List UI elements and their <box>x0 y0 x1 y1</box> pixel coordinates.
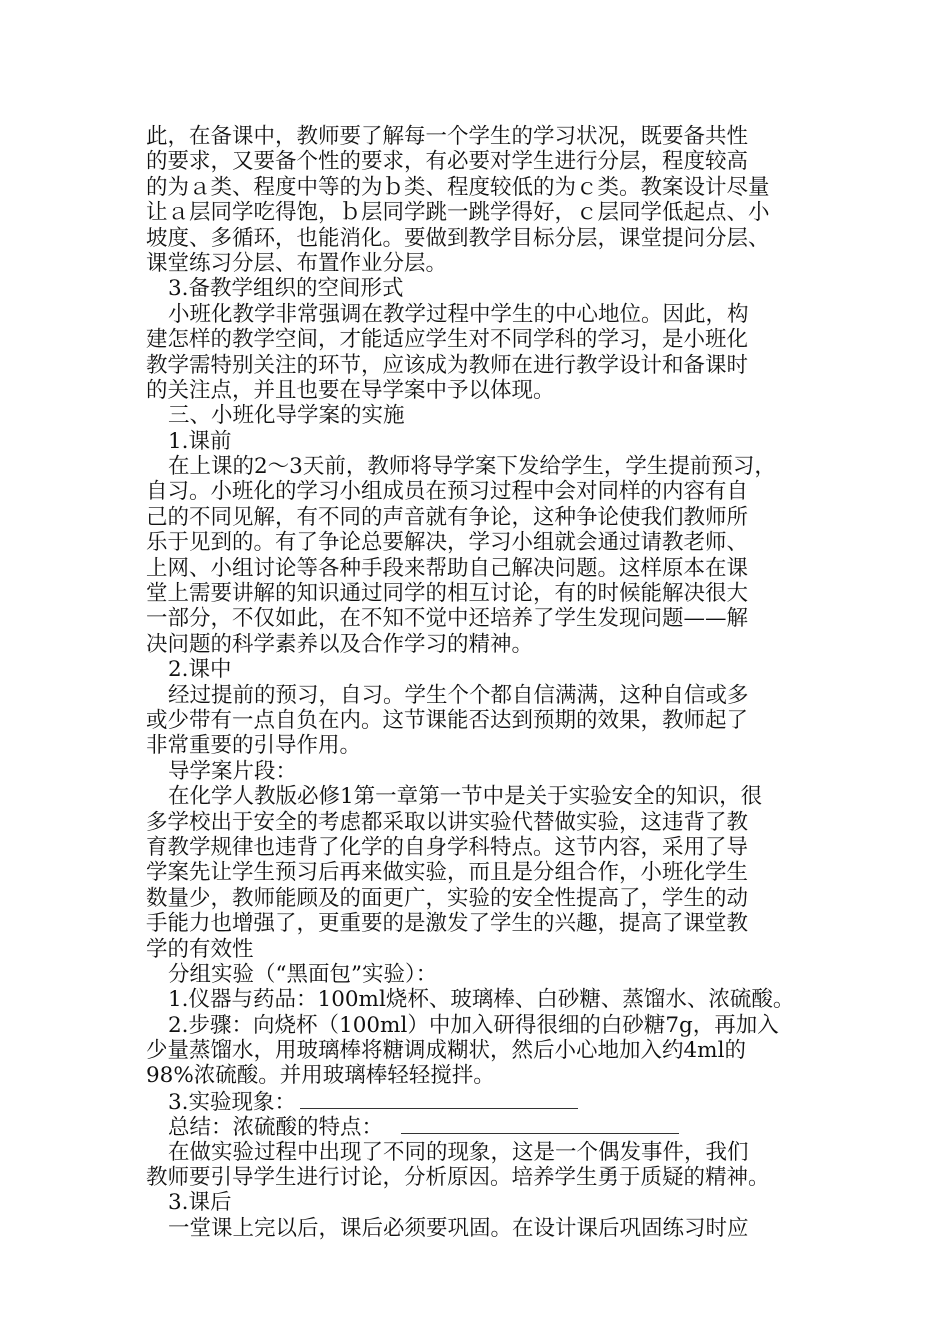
text-line: 在化学人教版必修1第一章第一节中是关于实验安全的知识，很 <box>168 784 763 810</box>
fill-in-blank <box>300 1089 578 1109</box>
text-line: 教师要引导学生进行讨论，分析原因。培养学生勇于质疑的精神。 <box>146 1165 770 1191</box>
text-line: 的要求，又要备个性的要求，有必要对学生进行分层，程度较高 <box>146 149 749 175</box>
text-line: 一堂课上完以后，课后必须要巩固。在设计课后巩固练习时应 <box>168 1215 749 1241</box>
text-line: 自习。小班化的学习小组成员在预习过程中会对同样的内容有自 <box>146 479 749 505</box>
document-body <box>146 124 806 1241</box>
text-line: 2.步骤：向烧杯（100ml）中加入研得很细的白砂糖7g，再加入 <box>168 1012 779 1038</box>
text-line: 98%浓硫酸。并用玻璃棒轻轻搅拌。 <box>146 1063 495 1089</box>
text-line: 的为ａ类、程度中等的为ｂ类、程度较低的为ｃ类。教案设计尽量 <box>146 174 770 200</box>
text-line <box>146 1089 806 1114</box>
text-line: 学案先让学生预习后再来做实验，而且是分组合作，小班化学生 <box>146 860 749 886</box>
text-line: 经过提前的预习，自习。学生个个都自信满满，这种自信或多 <box>168 682 749 708</box>
section-heading: 3.备教学组织的空间形式 <box>168 276 404 302</box>
section-heading: 3.课后 <box>168 1190 232 1216</box>
text-line: 少量蒸馏水，用玻璃棒将糖调成糊状，然后小心地加入约4ml的 <box>146 1038 746 1064</box>
text-line: 小班化教学非常强调在教学过程中学生的中心地位。因此，构 <box>168 301 749 327</box>
text-line: 一部分，不仅如此，在不知不觉中还培养了学生发现问题——解 <box>146 606 749 632</box>
section-heading: 三、小班化导学案的实施 <box>168 403 405 429</box>
text-line: 手能力也增强了，更重要的是激发了学生的兴趣，提高了课堂教 <box>146 911 749 937</box>
text-line: 教学需特别关注的环节，应该成为教师在进行教学设计和备课时 <box>146 352 749 378</box>
text-line: 的关注点，并且也要在导学案中予以体现。 <box>146 377 555 403</box>
text-line: 己的不同见解，有不同的声音就有争论，这种争论使我们教师所 <box>146 504 749 530</box>
text-line: 决问题的科学素养以及合作学习的精神。 <box>146 631 534 657</box>
section-heading: 2.课中 <box>168 657 232 683</box>
text-line: 导学案片段： <box>168 758 298 784</box>
text-line: 让ａ层同学吃得饱，ｂ层同学跳一跳学得好，ｃ层同学低起点、小 <box>146 200 770 226</box>
section-heading: 1.课前 <box>168 428 232 454</box>
text-line: 或少带有一点自负在内。这节课能否达到预期的效果，教师起了 <box>146 707 749 733</box>
text-line: 分组实验（“黑面包”实验）： <box>168 961 438 987</box>
text-line: 1.仪器与药品：100ml烧杯、玻璃棒、白砂糖、蒸馏水、浓硫酸。 <box>168 987 795 1013</box>
text-line: 学的有效性 <box>146 936 254 962</box>
text-line: 非常重要的引导作用。 <box>146 733 362 759</box>
fill-in-label: 总结：浓硫酸的特点： <box>168 1115 384 1141</box>
text-line: 乐于见到的。有了争论总要解决，学习小组就会通过请教老师、 <box>146 530 749 556</box>
text-line: 育教学规律也违背了化学的自身学科特点。这节内容，采用了导 <box>146 834 749 860</box>
text-line <box>146 1114 806 1139</box>
text-line: 堂上需要讲解的知识通过同学的相互讨论，有的时候能解决很大 <box>146 581 749 607</box>
text-line: 建怎样的教学空间，才能适应学生对不同学科的学习，是小班化 <box>146 327 749 353</box>
text-line: 此，在备课中，教师要了解每一个学生的学习状况，既要备共性 <box>146 124 749 149</box>
text-line: 数量少，教师能顾及的面更广，实验的安全性提高了，学生的动 <box>146 885 749 911</box>
text-line: 上网、小组讨论等各种手段来帮助自己解决问题。这样原本在课 <box>146 555 749 581</box>
text-line: 坡度、多循环，也能消化。要做到教学目标分层，课堂提问分层、 <box>146 225 770 251</box>
text-line: 在做实验过程中出现了不同的现象，这是一个偶发事件，我们 <box>168 1139 749 1165</box>
fill-in-blank <box>401 1114 679 1134</box>
fill-in-label: 3.实验现象： <box>168 1089 297 1115</box>
text-line: 多学校出于安全的考虑都采取以讲实验代替做实验，这违背了教 <box>146 809 749 835</box>
text-line: 课堂练习分层、布置作业分层。 <box>146 250 448 276</box>
text-line: 在上课的2～3天前，教师将导学案下发给学生，学生提前预习， <box>168 454 776 480</box>
